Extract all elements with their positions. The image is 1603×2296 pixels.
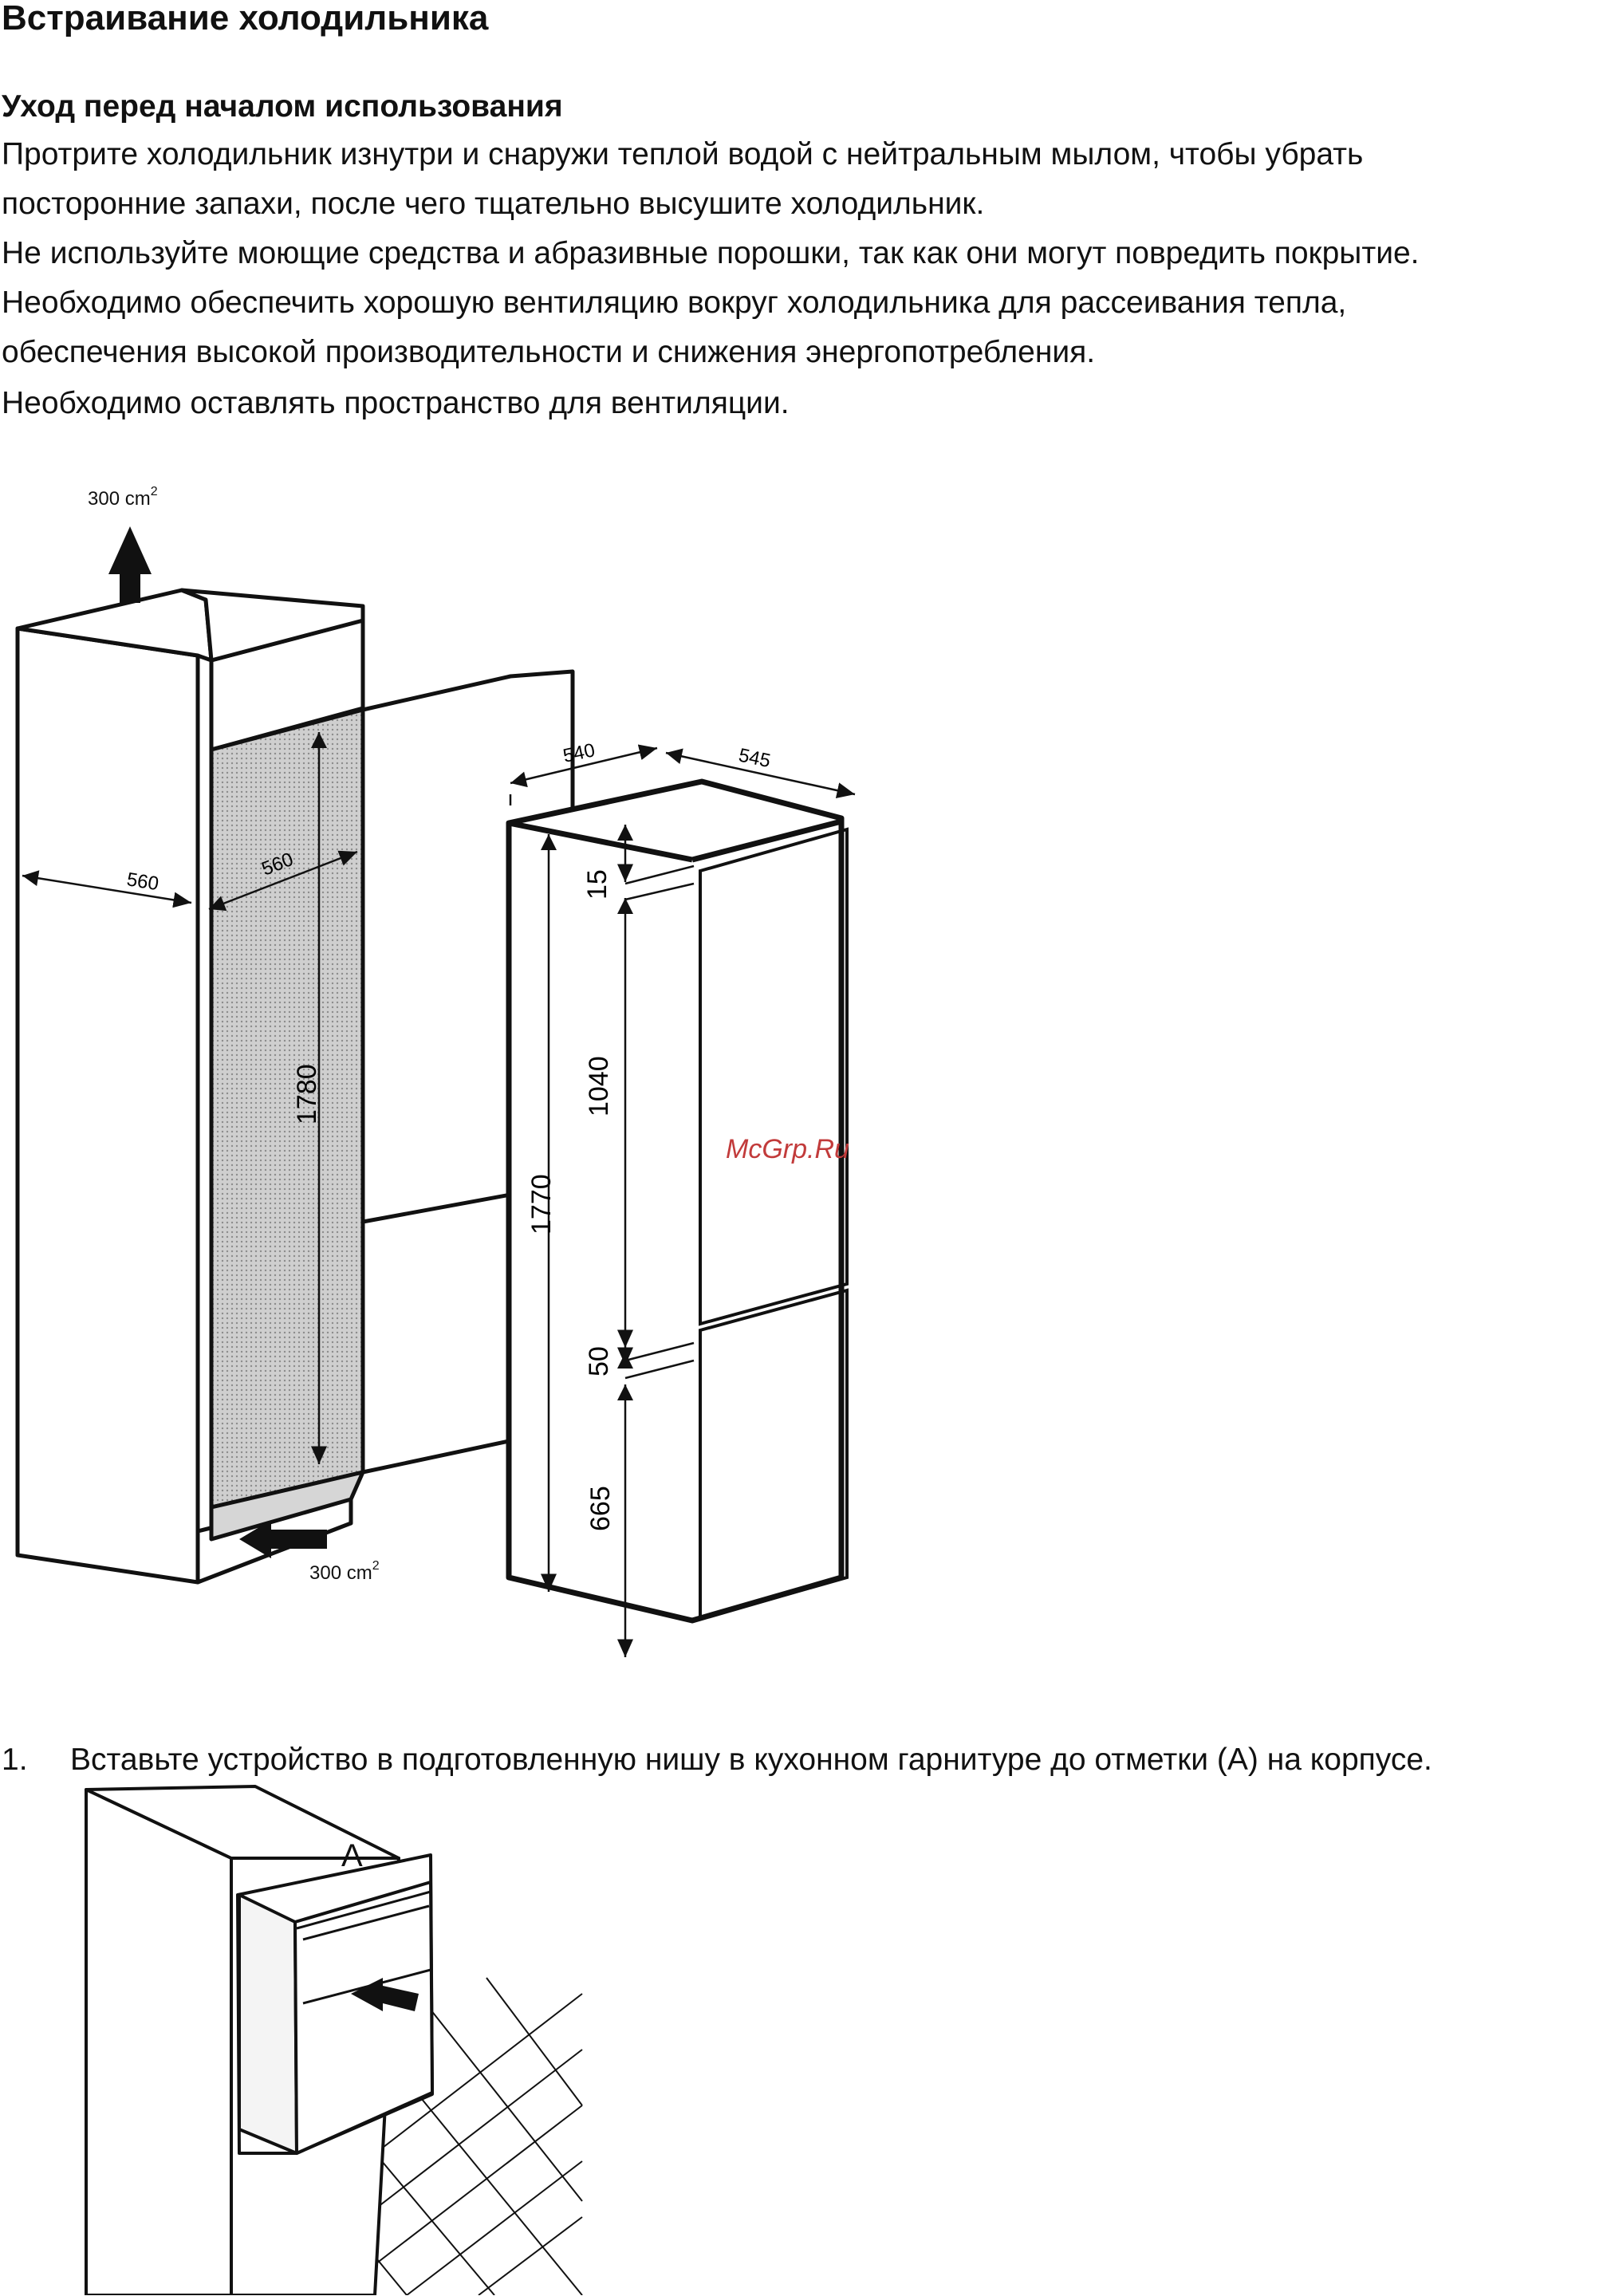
insertion-diagram	[80, 1785, 670, 2295]
paragraph-line: посторонние запахи, после чего тщательно высушите холодильник.	[2, 187, 985, 221]
niche-height-label: 1780	[292, 1064, 322, 1124]
paragraph-line: Протрите холодильник изнутри и снаружи теплой водой с нейтральным мылом, чтобы убрать	[2, 137, 1364, 171]
paragraph-line: обеспечения высокой производительности и снижения энергопотребления.	[2, 335, 1096, 369]
step-text: Вставьте устройство в подготовленную нишу в кухонном гарнитуре до отметки (А) на корпусе.	[70, 1743, 1432, 1777]
paragraph-line: Не используйте моющие средства и абразивные порошки, так как они могут повредить покрытие.	[2, 236, 1420, 270]
niche-width-outer-label: 560	[125, 868, 160, 896]
vent-label-bottom: 300 $cm^2$	[309, 1559, 380, 1584]
step-1	[2, 1743, 1432, 1778]
overall-height-label: 1770	[526, 1174, 557, 1235]
page-heading: Встраивание холодильника	[2, 0, 489, 37]
vent-label-top: 300 $cm^2$	[88, 485, 158, 510]
niche-width-inner-label: 560	[258, 849, 297, 880]
section-title: Уход перед началом использования	[2, 89, 563, 124]
gap-middle-label: 50	[584, 1346, 614, 1376]
paragraph-line: Необходимо оставлять пространство для вентиляции.	[2, 386, 790, 420]
gap-top-label: 15	[582, 869, 612, 900]
watermark: McGrp.Ru	[726, 1134, 849, 1164]
lower-door-label: 665	[585, 1486, 616, 1531]
depth-label: 540	[561, 739, 597, 767]
niche-back-panel	[211, 710, 363, 1507]
vent-arrow-top	[108, 526, 152, 603]
mark-a-label: A	[341, 1838, 363, 1873]
upper-door-label: 1040	[584, 1056, 614, 1116]
paragraph-line: Необходимо обеспечить хорошую вентиляцию вокруг холодильника для рассеивания тепла,	[2, 286, 1347, 320]
fridge-unit	[509, 782, 841, 1621]
width-label: 545	[736, 744, 773, 773]
step-number: 1.	[2, 1743, 28, 1777]
installation-dimensions-diagram	[0, 447, 1603, 1667]
